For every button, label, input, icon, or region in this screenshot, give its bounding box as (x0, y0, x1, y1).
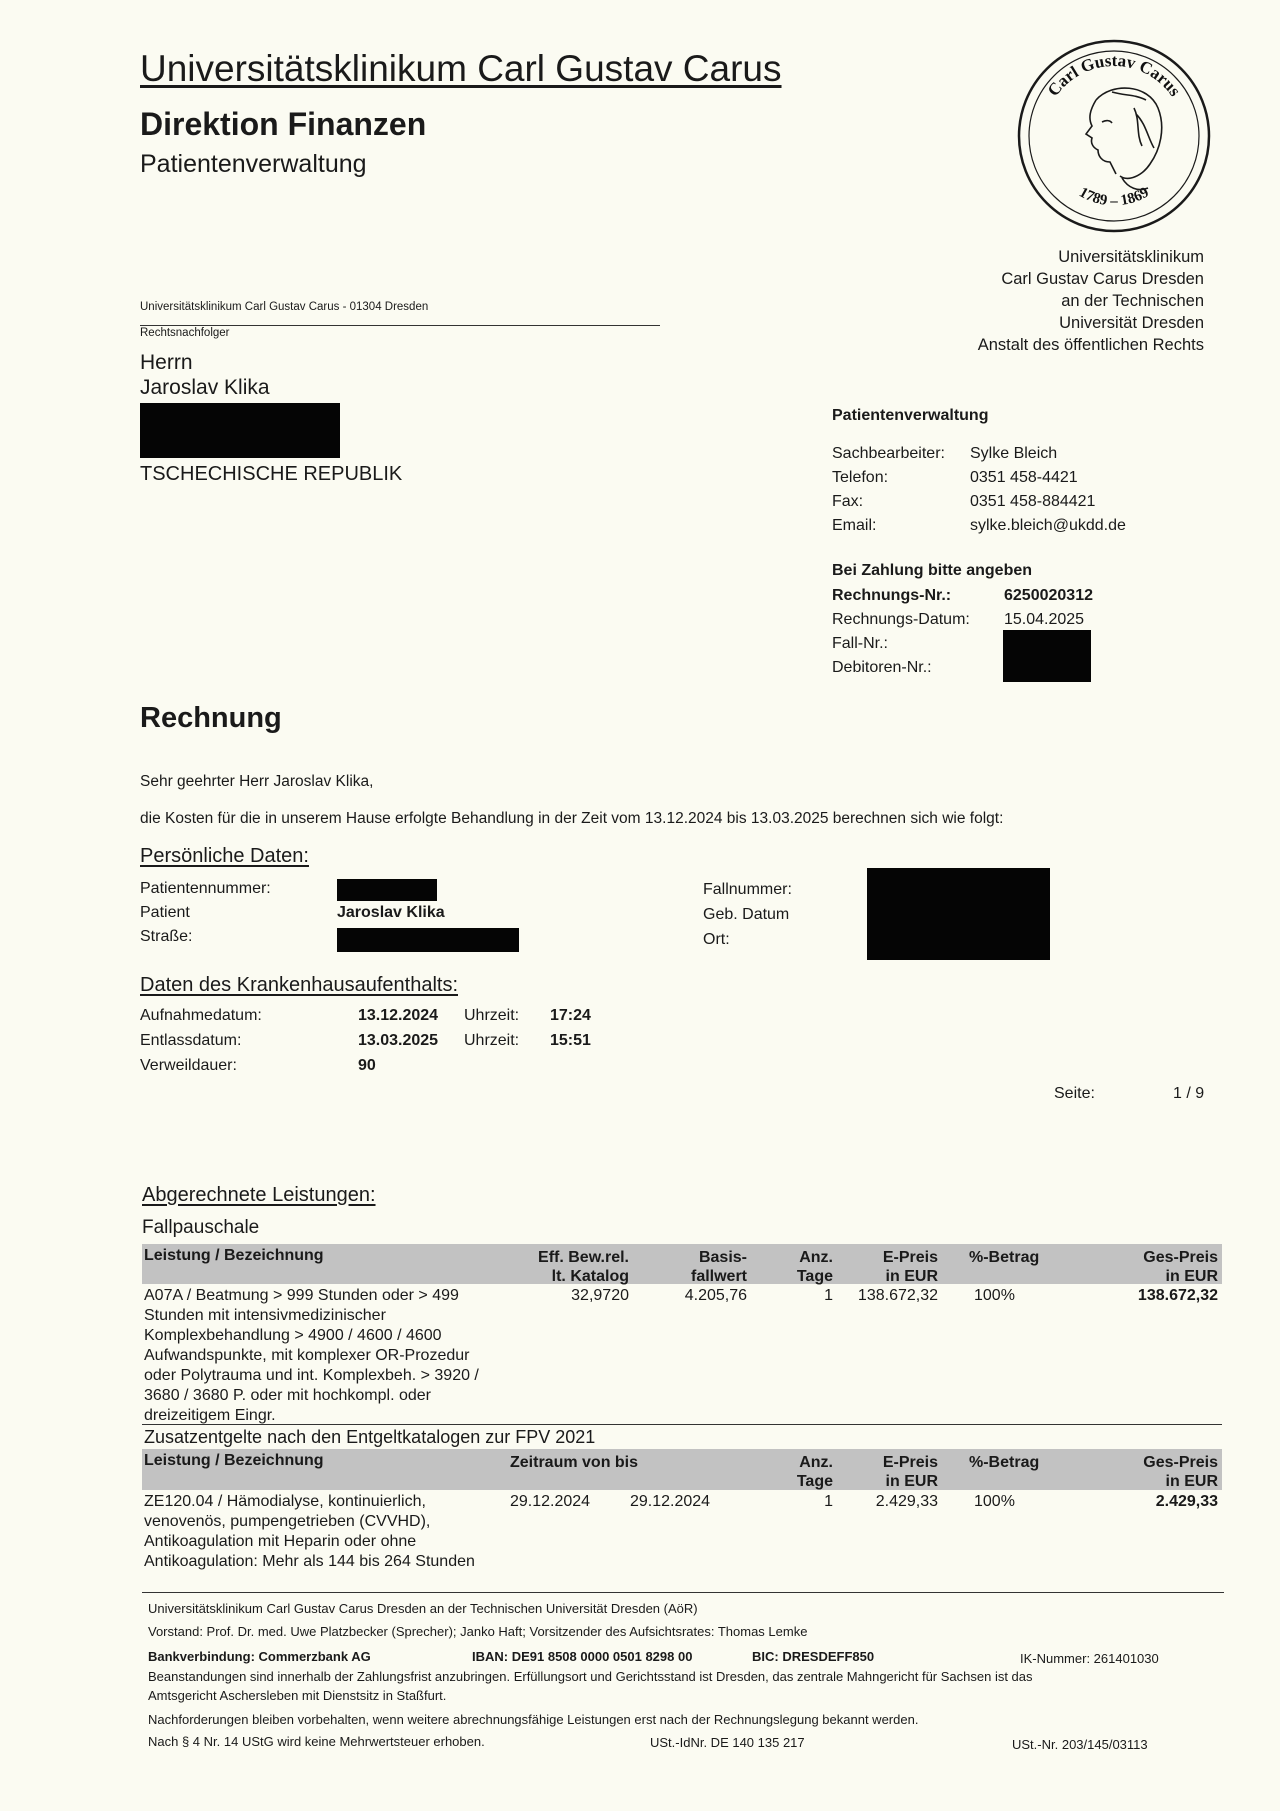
col-epreis (840, 1453, 938, 1491)
zusatz-betrag: 100% (974, 1493, 1015, 1510)
col-anz-line1: Anz. (799, 1454, 833, 1471)
fallpauschale-anz: 1 (824, 1287, 833, 1304)
redacted-address (140, 403, 340, 458)
footer-bic: BIC: DRESDEFF850 (752, 1649, 875, 1664)
col-epreis-line1: E-Preis (882, 1454, 938, 1471)
payment-heading: Bei Zahlung bitte angeben (832, 562, 1033, 579)
discharge-date: 13.03.2025 (358, 1032, 439, 1049)
contact-label: Email: (832, 517, 877, 534)
redacted-street (337, 928, 519, 952)
page-number: 1 / 9 (1173, 1085, 1205, 1102)
subdepartment-heading: Patientenverwaltung (140, 150, 367, 178)
fallpauschale-basis: 4.205,76 (684, 1287, 747, 1304)
description-line: Komplexbehandlung > 4900 / 4600 / 4600 (144, 1327, 442, 1344)
fallpauschale-heading: Fallpauschale (142, 1217, 260, 1238)
col-epreis (840, 1248, 938, 1286)
contact-value: 0351 458-4421 (970, 469, 1078, 486)
zusatz-row-description (144, 1492, 475, 1572)
institution-line: Anstalt des öffentlichen Rechts (977, 336, 1204, 354)
redacted-case-details (867, 868, 1050, 960)
patient-name: Jaroslav Klika (337, 904, 445, 921)
admission-date: 13.12.2024 (358, 1007, 439, 1024)
place-label: Ort: (703, 931, 730, 948)
case-number-field-label: Fallnummer: (703, 881, 792, 898)
footer-ik-number: IK-Nummer: 261401030 (1020, 1651, 1159, 1666)
col-basis (652, 1248, 747, 1286)
col-epreis-line2: in EUR (885, 1473, 938, 1490)
carus-seal-logo (1016, 38, 1212, 234)
description-line: Aufwandspunkte, mit komplexer OR-Prozedur (144, 1347, 470, 1364)
greeting: Sehr geehrter Herr Jaroslav Klika, (140, 773, 374, 790)
street-label: Straße: (140, 928, 193, 945)
duration-label: Verweildauer: (140, 1057, 237, 1074)
col-bewrel-line2: lt. Katalog (551, 1268, 629, 1285)
case-number-label: Fall-Nr.: (832, 635, 888, 652)
description-line: A07A / Beatmung > 999 Stunden oder > 499 (144, 1287, 459, 1304)
col-basis-line2: fallwert (690, 1268, 747, 1285)
zusatz-gespreis: 2.429,33 (1155, 1493, 1218, 1510)
section-divider (142, 1424, 1222, 1425)
institution-address (978, 246, 1204, 356)
admission-time: 17:24 (550, 1007, 591, 1024)
description-line: Antikoagulation mit Heparin oder ohne (144, 1533, 417, 1550)
zusatz-epreis: 2.429,33 (875, 1493, 938, 1510)
personal-data-heading: Persönliche Daten: (140, 845, 309, 867)
services-heading: Abgerechnete Leistungen: (142, 1184, 376, 1206)
fallpauschale-betrag: 100% (974, 1287, 1015, 1304)
description-line: oder Polytrauma und int. Komplexbeh. > 3920 / (144, 1367, 479, 1384)
institution-line: Universität Dresden (1059, 314, 1204, 332)
footer-bank: Bankverbindung: Commerzbank AG (148, 1649, 371, 1664)
col-leistung: Leistung / Bezeichnung (144, 1247, 324, 1264)
footer-institution: Universitätsklinikum Carl Gustav Carus Dresden an der Technischen Universität Dresden (AöR) (148, 1601, 698, 1616)
footer-vat-id: USt.-IdNr. DE 140 135 217 (650, 1735, 805, 1750)
discharge-time: 15:51 (550, 1032, 591, 1049)
patient-label: Patient (140, 904, 190, 921)
col-betrag: %-Betrag (969, 1454, 1040, 1471)
admission-time-label: Uhrzeit: (464, 1007, 520, 1024)
recipient-country: TSCHECHISCHE REPUBLIK (140, 463, 403, 485)
col-anz-line2: Tage (796, 1473, 833, 1490)
col-betrag: %-Betrag (969, 1249, 1040, 1266)
fallpauschale-gespreis: 138.672,32 (1137, 1287, 1218, 1304)
col-gespreis (1100, 1453, 1218, 1491)
footer-complaints: Beanstandungen sind innerhalb der Zahlungsfrist anzubringen. Erfüllungsort und Gerichtsstand ist Dresden, das zentrale Mahngericht für Sachsen ist das (148, 1669, 1033, 1684)
footer-tax-number: USt.-Nr. 203/145/03113 (1012, 1737, 1148, 1752)
footer-divider (142, 1592, 1224, 1593)
description-line: venovenös, pumpengetrieben (CVVHD), (144, 1513, 431, 1530)
col-gespreis (1100, 1248, 1218, 1286)
col-gespreis-line2: in EUR (1165, 1473, 1218, 1490)
contact-value: 0351 458-884421 (970, 493, 1096, 510)
col-bewrel-line1: Eff. Bew.rel. (538, 1249, 629, 1266)
invoice-number: 6250020312 (1004, 587, 1093, 604)
col-gespreis-line2: in EUR (1165, 1268, 1218, 1285)
col-bewrel (512, 1248, 629, 1286)
footer-court: Amtsgericht Aschersleben mit Dienstsitz in Staßfurt. (148, 1688, 447, 1703)
patient-number-label: Patientennummer: (140, 880, 271, 897)
footer-board: Vorstand: Prof. Dr. med. Uwe Platzbecker (Sprecher); Janko Haft; Vorsitzender des Aufsichtsrates: Thomas Lemke (148, 1624, 808, 1639)
col-basis-line1: Basis- (698, 1249, 747, 1266)
col-gespreis-line1: Ges-Preis (1143, 1454, 1218, 1471)
col-anz-line1: Anz. (799, 1249, 833, 1266)
invoice-date-label: Rechnungs-Datum: (832, 611, 970, 628)
redacted-patient-number (337, 879, 437, 901)
sender-return-line: Universitätsklinikum Carl Gustav Carus - 01304 Dresden (140, 301, 429, 313)
duration-value: 90 (358, 1057, 376, 1074)
discharge-time-label: Uhrzeit: (464, 1032, 520, 1049)
description-line: Antikoagulation: Mehr als 144 bis 264 Stunden (144, 1553, 475, 1570)
invoice-number-label: Rechnungs-Nr.: (832, 587, 952, 604)
zusatz-to: 29.12.2024 (630, 1493, 711, 1510)
zusatz-heading: Zusatzentgelte nach den Entgeltkatalogen zur FPV 2021 (144, 1427, 596, 1447)
fallpauschale-epreis: 138.672,32 (857, 1287, 938, 1304)
contact-heading: Patientenverwaltung (832, 407, 989, 424)
fallpauschale-row-description (144, 1286, 479, 1426)
contact-label: Fax: (832, 493, 864, 510)
sender-divider (140, 325, 660, 326)
footer-iban: IBAN: DE91 8508 0000 0501 8298 00 (472, 1649, 693, 1664)
col-epreis-line1: E-Preis (882, 1249, 938, 1266)
fallpauschale-bewrel: 32,9720 (571, 1287, 629, 1304)
col-epreis-line2: in EUR (885, 1268, 938, 1285)
contact-value: Sylke Bleich (970, 445, 1058, 462)
intro-text: die Kosten für die in unserem Hause erfolgte Behandlung in der Zeit vom 13.12.2024 bis 13.03.2025 berechnen sich wie folgt: (140, 810, 1004, 827)
contact-label: Sachbearbeiter: (832, 445, 945, 462)
admission-date-label: Aufnahmedatum: (140, 1007, 262, 1024)
contact-label: Telefon: (832, 469, 889, 486)
description-line: Stunden mit intensivmedizinischer (144, 1307, 386, 1324)
description-line: ZE120.04 / Hämodialyse, kontinuierlich, (144, 1493, 426, 1510)
redacted-case-numbers (1003, 630, 1091, 682)
institution-line: Carl Gustav Carus Dresden (1001, 270, 1204, 288)
birth-date-label: Geb. Datum (703, 906, 790, 923)
institution-line: an der Technischen (1061, 292, 1204, 310)
description-line: 3680 / 3680 P. oder mit hochkompl. oder (144, 1387, 431, 1404)
recipient-address (140, 350, 270, 400)
footer-vat: Nach § 4 Nr. 14 UStG wird keine Mehrwertsteuer erhoben. (148, 1734, 485, 1749)
debtor-number-label: Debitoren-Nr.: (832, 659, 932, 676)
footer-claims: Nachforderungen bleiben vorbehalten, wenn weitere abrechnungsfähige Leistungen erst nach der Rechnungslegung bekannt werden. (148, 1712, 919, 1727)
stay-heading: Daten des Krankenhausaufenthalts: (140, 974, 458, 996)
contact-value: sylke.bleich@ukdd.de (970, 517, 1126, 534)
col-gespreis-line1: Ges-Preis (1143, 1249, 1218, 1266)
col-zeitraum: Zeitraum von bis (510, 1454, 639, 1471)
document-title: Rechnung (140, 702, 282, 734)
col-anz (778, 1453, 833, 1491)
hospital-title: Universitätsklinikum Carl Gustav Carus (140, 48, 782, 89)
col-anz-line2: Tage (796, 1268, 833, 1285)
zusatz-from: 29.12.2024 (510, 1493, 591, 1510)
institution-line: Universitätsklinikum (1058, 248, 1204, 266)
seal-years-text: 1789 – 1869 (1076, 184, 1152, 210)
recipient-salutation: Herrn (140, 351, 193, 374)
page-label: Seite: (1054, 1085, 1095, 1102)
seal-name-text: Carl Gustav Carus (1043, 50, 1185, 100)
department-heading: Direktion Finanzen (140, 106, 427, 142)
col-leistung: Leistung / Bezeichnung (144, 1452, 324, 1469)
sender-sub-label: Rechtsnachfolger (140, 327, 230, 339)
discharge-date-label: Entlassdatum: (140, 1032, 242, 1049)
svg-text:1789 – 1869 (1076, 185, 1151, 210)
recipient-name: Jaroslav Klika (140, 376, 270, 399)
col-anz (778, 1248, 833, 1286)
zusatz-anz: 1 (824, 1493, 833, 1510)
invoice-date: 15.04.2025 (1004, 611, 1085, 628)
description-line: dreizeitigem Eingr. (144, 1407, 276, 1424)
